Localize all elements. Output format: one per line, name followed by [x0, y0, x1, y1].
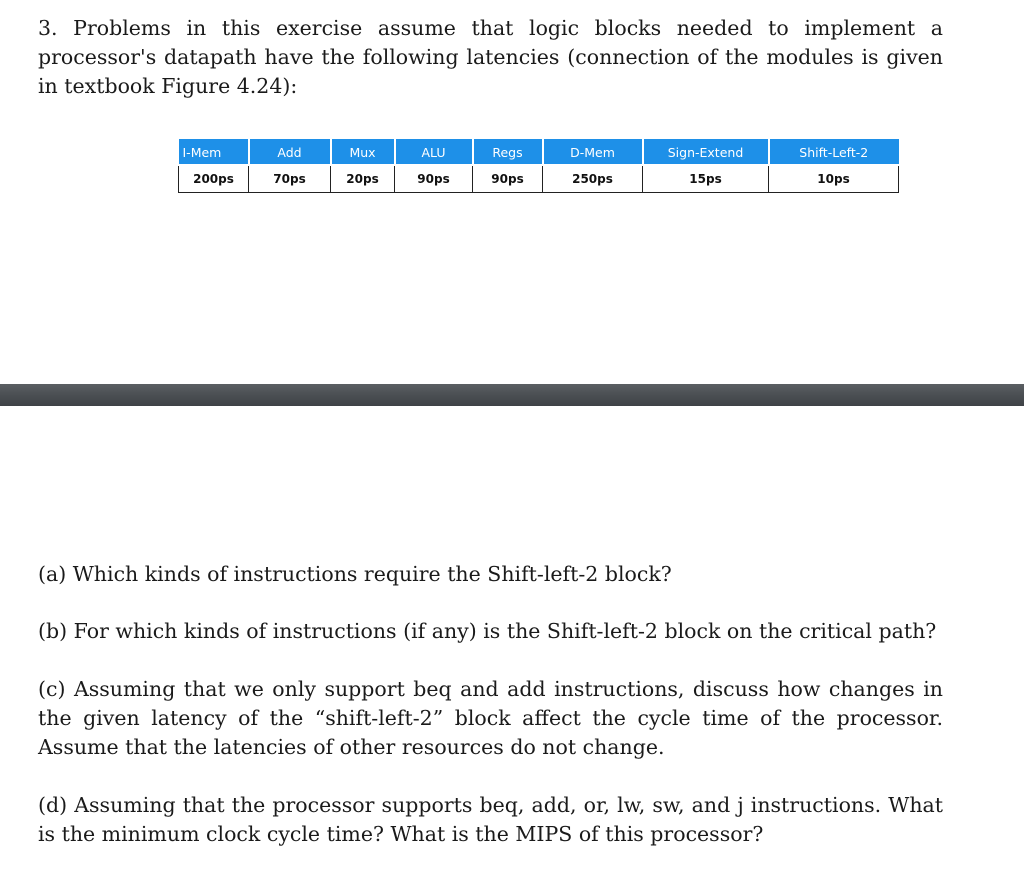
value-alu: 90ps: [395, 165, 473, 193]
header-dmem: D-Mem: [543, 140, 643, 166]
document-page-top: [0, 0, 1024, 384]
header-add: Add: [249, 140, 331, 166]
header-imem: I-Mem: [179, 140, 249, 166]
value-dmem: 250ps: [543, 165, 643, 193]
page-divider: [0, 384, 1024, 406]
header-alu: ALU: [395, 140, 473, 166]
latency-table: [178, 139, 899, 193]
table-row: [179, 165, 899, 193]
value-imem: 200ps: [179, 165, 249, 193]
question-a: (a) Which kinds of instructions require the Shift-left-2 block?: [38, 562, 672, 586]
value-sign-extend: 15ps: [643, 165, 769, 193]
header-sign-extend: Sign-Extend: [643, 140, 769, 166]
question-c: (c) Assuming that we only support beq and add instructions, discuss how changes in the given latency of the “shift-left-2” block affect the cycle time of the processor. Assume that the latencies of other resources do not change.: [38, 677, 943, 759]
header-shift-left-2: Shift-Left-2: [769, 140, 899, 166]
table-header-row: [179, 140, 899, 166]
value-add: 70ps: [249, 165, 331, 193]
header-mux: Mux: [331, 140, 395, 166]
question-b: (b) For which kinds of instructions (if any) is the Shift-left-2 block on the critical path?: [38, 619, 937, 643]
value-mux: 20ps: [331, 165, 395, 193]
value-regs: 90ps: [473, 165, 543, 193]
header-regs: Regs: [473, 140, 543, 166]
value-shift-left-2: 10ps: [769, 165, 899, 193]
problem-intro: 3. Problems in this exercise assume that logic blocks needed to implement a processor's datapath have the following latencies (connection of the modules is given in textbook Figure 4.24):: [38, 16, 943, 98]
question-d: (d) Assuming that the processor supports beq, add, or, lw, sw, and j instructions. What is the minimum clock cycle time? What is the MIPS of this processor?: [38, 793, 943, 846]
